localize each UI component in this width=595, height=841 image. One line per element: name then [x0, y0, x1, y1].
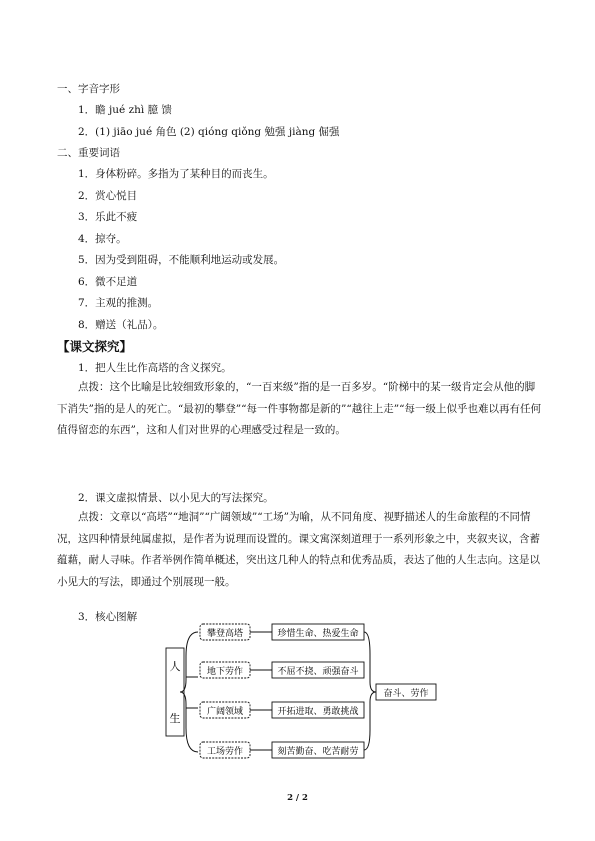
vocabulary-item: 1．身体粉碎。多指为了某种目的而丧生。	[78, 168, 274, 180]
scene-label: 攀登高塔	[206, 629, 244, 639]
exploration-answer-2: 点拨：文章以“高塔”“地洞”“广阔领域”“工场”为喻，从不同角度、视野描述人的生命旅程的不同情况，这四种情景纯属虚拟，是作者为说理而设置的。课文寓深刻道理于一系列形象之中，夹叙夹议，含蓄蕴藉，耐人寻味。作者举例作简单概述，突出这几种人的特点和优秀品质，表达了他的人生志向。这是以小见大的写法，即通过个别展现一般。	[57, 511, 540, 588]
core-diagram	[160, 618, 460, 766]
meaning-node	[272, 742, 364, 758]
scene-label: 广阔领域	[206, 707, 244, 717]
scene-label: 地下劳作	[206, 667, 244, 677]
vocabulary-item: 8．赠送（礼品）。	[78, 319, 164, 331]
pronunciation-item-2: 2．(1) jiāo jué 角色 (2) qióng qiǒng 勉强 jiàng 倔强	[78, 126, 340, 138]
summary-node	[376, 684, 436, 700]
exploration-question-2: 2．课文虚拟情景、以小见大的写法探究。	[78, 492, 274, 504]
text-exploration-heading: 【课文探究】	[57, 339, 133, 354]
diagram-root-char: 生	[169, 712, 181, 725]
meaning-label: 珍惜生命、热爱生命	[277, 629, 359, 639]
scene-node	[200, 624, 250, 640]
exploration-answer-1: 点拨：这个比喻是比较细致形象的，“一百来级”指的是一百多岁。“阶梯中的某一级肯定会从他的脚下消失”指的是人的死亡。“最初的攀登”“每一件事物都是新的”“越往上走”“每一级上似乎也难以再有任何值得留恋的东西”，这和人们对世界的心理感受过程是一致的。	[57, 381, 541, 437]
scene-node	[200, 662, 250, 678]
pronunciation-item-1: 1．瞻 jué zhì 臆 馈	[78, 104, 172, 116]
meaning-label: 开拓进取、勇敢挑战	[277, 707, 359, 717]
vocabulary-item: 4．掠夺。	[78, 233, 127, 245]
scene-node	[200, 702, 250, 718]
vocabulary-item: 3．乐此不疲	[78, 211, 138, 223]
vocabulary-item: 6．微不足道	[78, 276, 138, 288]
meaning-node	[272, 702, 364, 718]
vocabulary-item: 7．主观的推测。	[78, 297, 159, 309]
meaning-node	[272, 624, 364, 640]
diagram-root-char: 人	[169, 660, 181, 673]
diagram-right-brace	[364, 632, 376, 750]
section-heading-pronunciation: 一、字音字形	[57, 83, 120, 95]
meaning-node	[272, 662, 364, 678]
scene-label: 工场劳作	[206, 747, 244, 757]
scene-node	[200, 742, 250, 758]
vocabulary-item: 2．赏心悦目	[78, 190, 138, 202]
exploration-question-1: 1．把人生比作高塔的含义探究。	[78, 362, 232, 374]
meaning-label: 不屈不挠、顽强奋斗	[277, 667, 359, 677]
exploration-question-3: 3．核心图解	[78, 611, 138, 623]
summary-label: 奋斗、劳作	[383, 689, 429, 699]
page-number: 2 / 2	[287, 793, 308, 803]
section-heading-vocabulary: 二、重要词语	[57, 147, 120, 159]
vocabulary-item: 5．因为受到阻碍，不能顺利地运动或发展。	[78, 254, 285, 266]
meaning-label: 刻苦勤奋、吃苦耐劳	[277, 747, 359, 757]
